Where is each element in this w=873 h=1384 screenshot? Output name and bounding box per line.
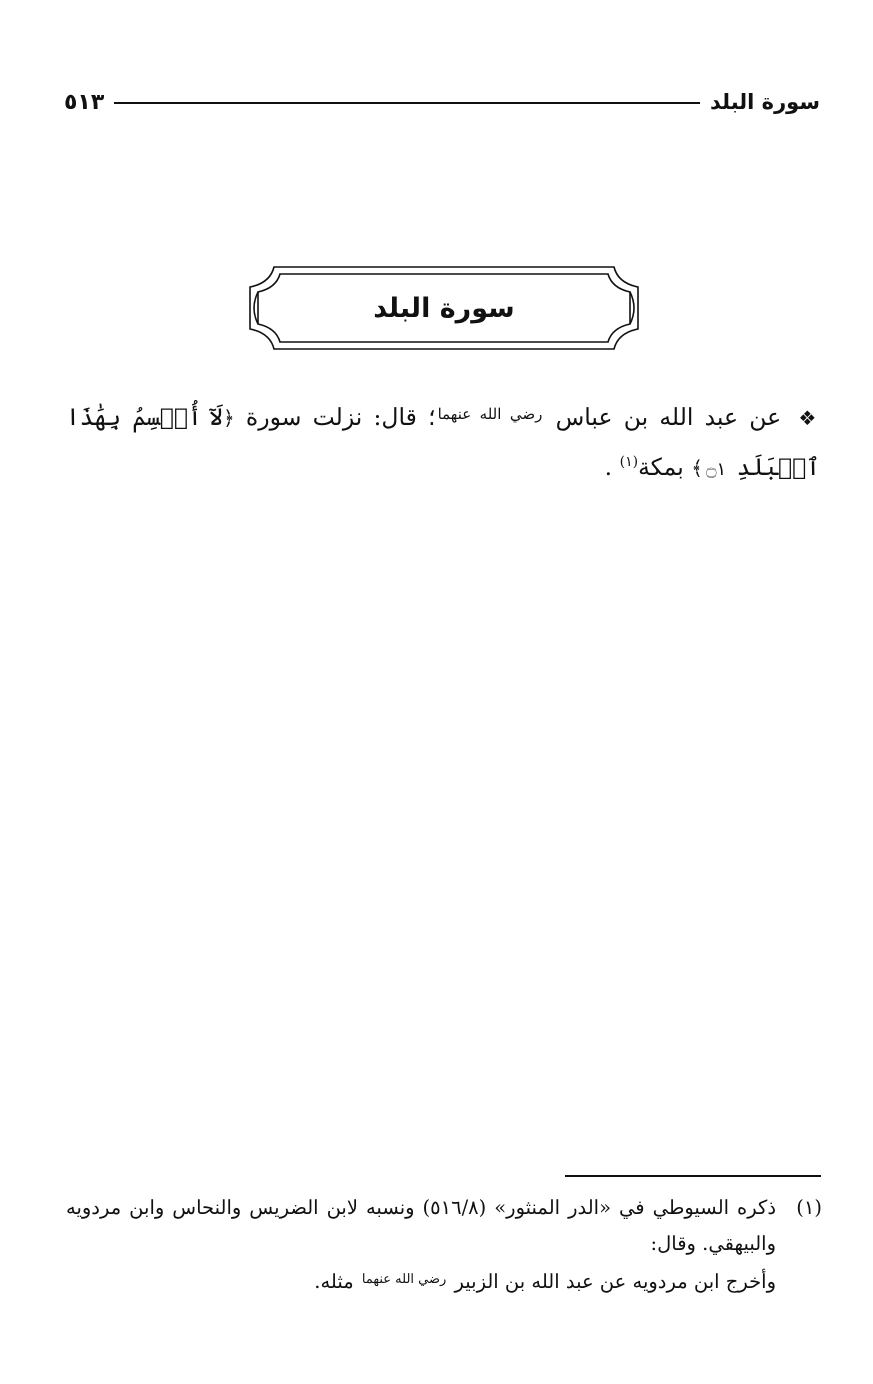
footnote-narration: وأخرج ابن مردويه عن عبد الله بن الزبير [454,1270,776,1293]
footnote-reference[interactable]: (١) [619,454,639,470]
page-number: ٥١٣ [64,89,105,115]
footnote-text: ذكره السيوطي في «الدر المنثور» (٥١٦/٨) ونسبه لابن الضريس والنحاس وابن مردويه والبيهقي. وقال: [66,1196,776,1255]
honorific-glyph: رضي الله عنهما [361,1272,447,1287]
footnote-text-continued [66,1262,776,1300]
honorific-glyph: رضي الله عنهما [437,405,543,423]
footnote-number: (١) [796,1196,822,1219]
header-rule [114,102,700,104]
verse-close-bracket: ﴾ [691,456,703,480]
verse-open-bracket: ﴿ [223,406,235,430]
surah-title: سورة البلد [373,292,515,324]
diamond-bullet-icon: ❖ [798,406,820,430]
surah-title-frame [246,263,642,353]
running-title: سورة البلد [710,90,820,114]
narration-opening: عن عبد الله بن عباس [555,403,782,431]
footnote-ending: مثله. [314,1270,354,1293]
footnotes-section [66,1190,822,1300]
ayah-number-marker: ۝١ [706,459,727,480]
footnote-separator [565,1175,821,1177]
sentence-end: . [604,453,613,481]
quran-verse: لَآ أُقۡسِمُ بِهَٰذَا ٱلۡبَلَدِ [66,403,820,481]
ayah-number: ١ [716,459,727,480]
footnote-body [66,1190,776,1300]
footnote [66,1190,822,1300]
running-header [64,84,820,120]
hadith-paragraph [66,392,820,492]
narration-location: بمكة [638,453,684,481]
narration-statement: ؛ قال: نزلت سورة [245,403,436,431]
